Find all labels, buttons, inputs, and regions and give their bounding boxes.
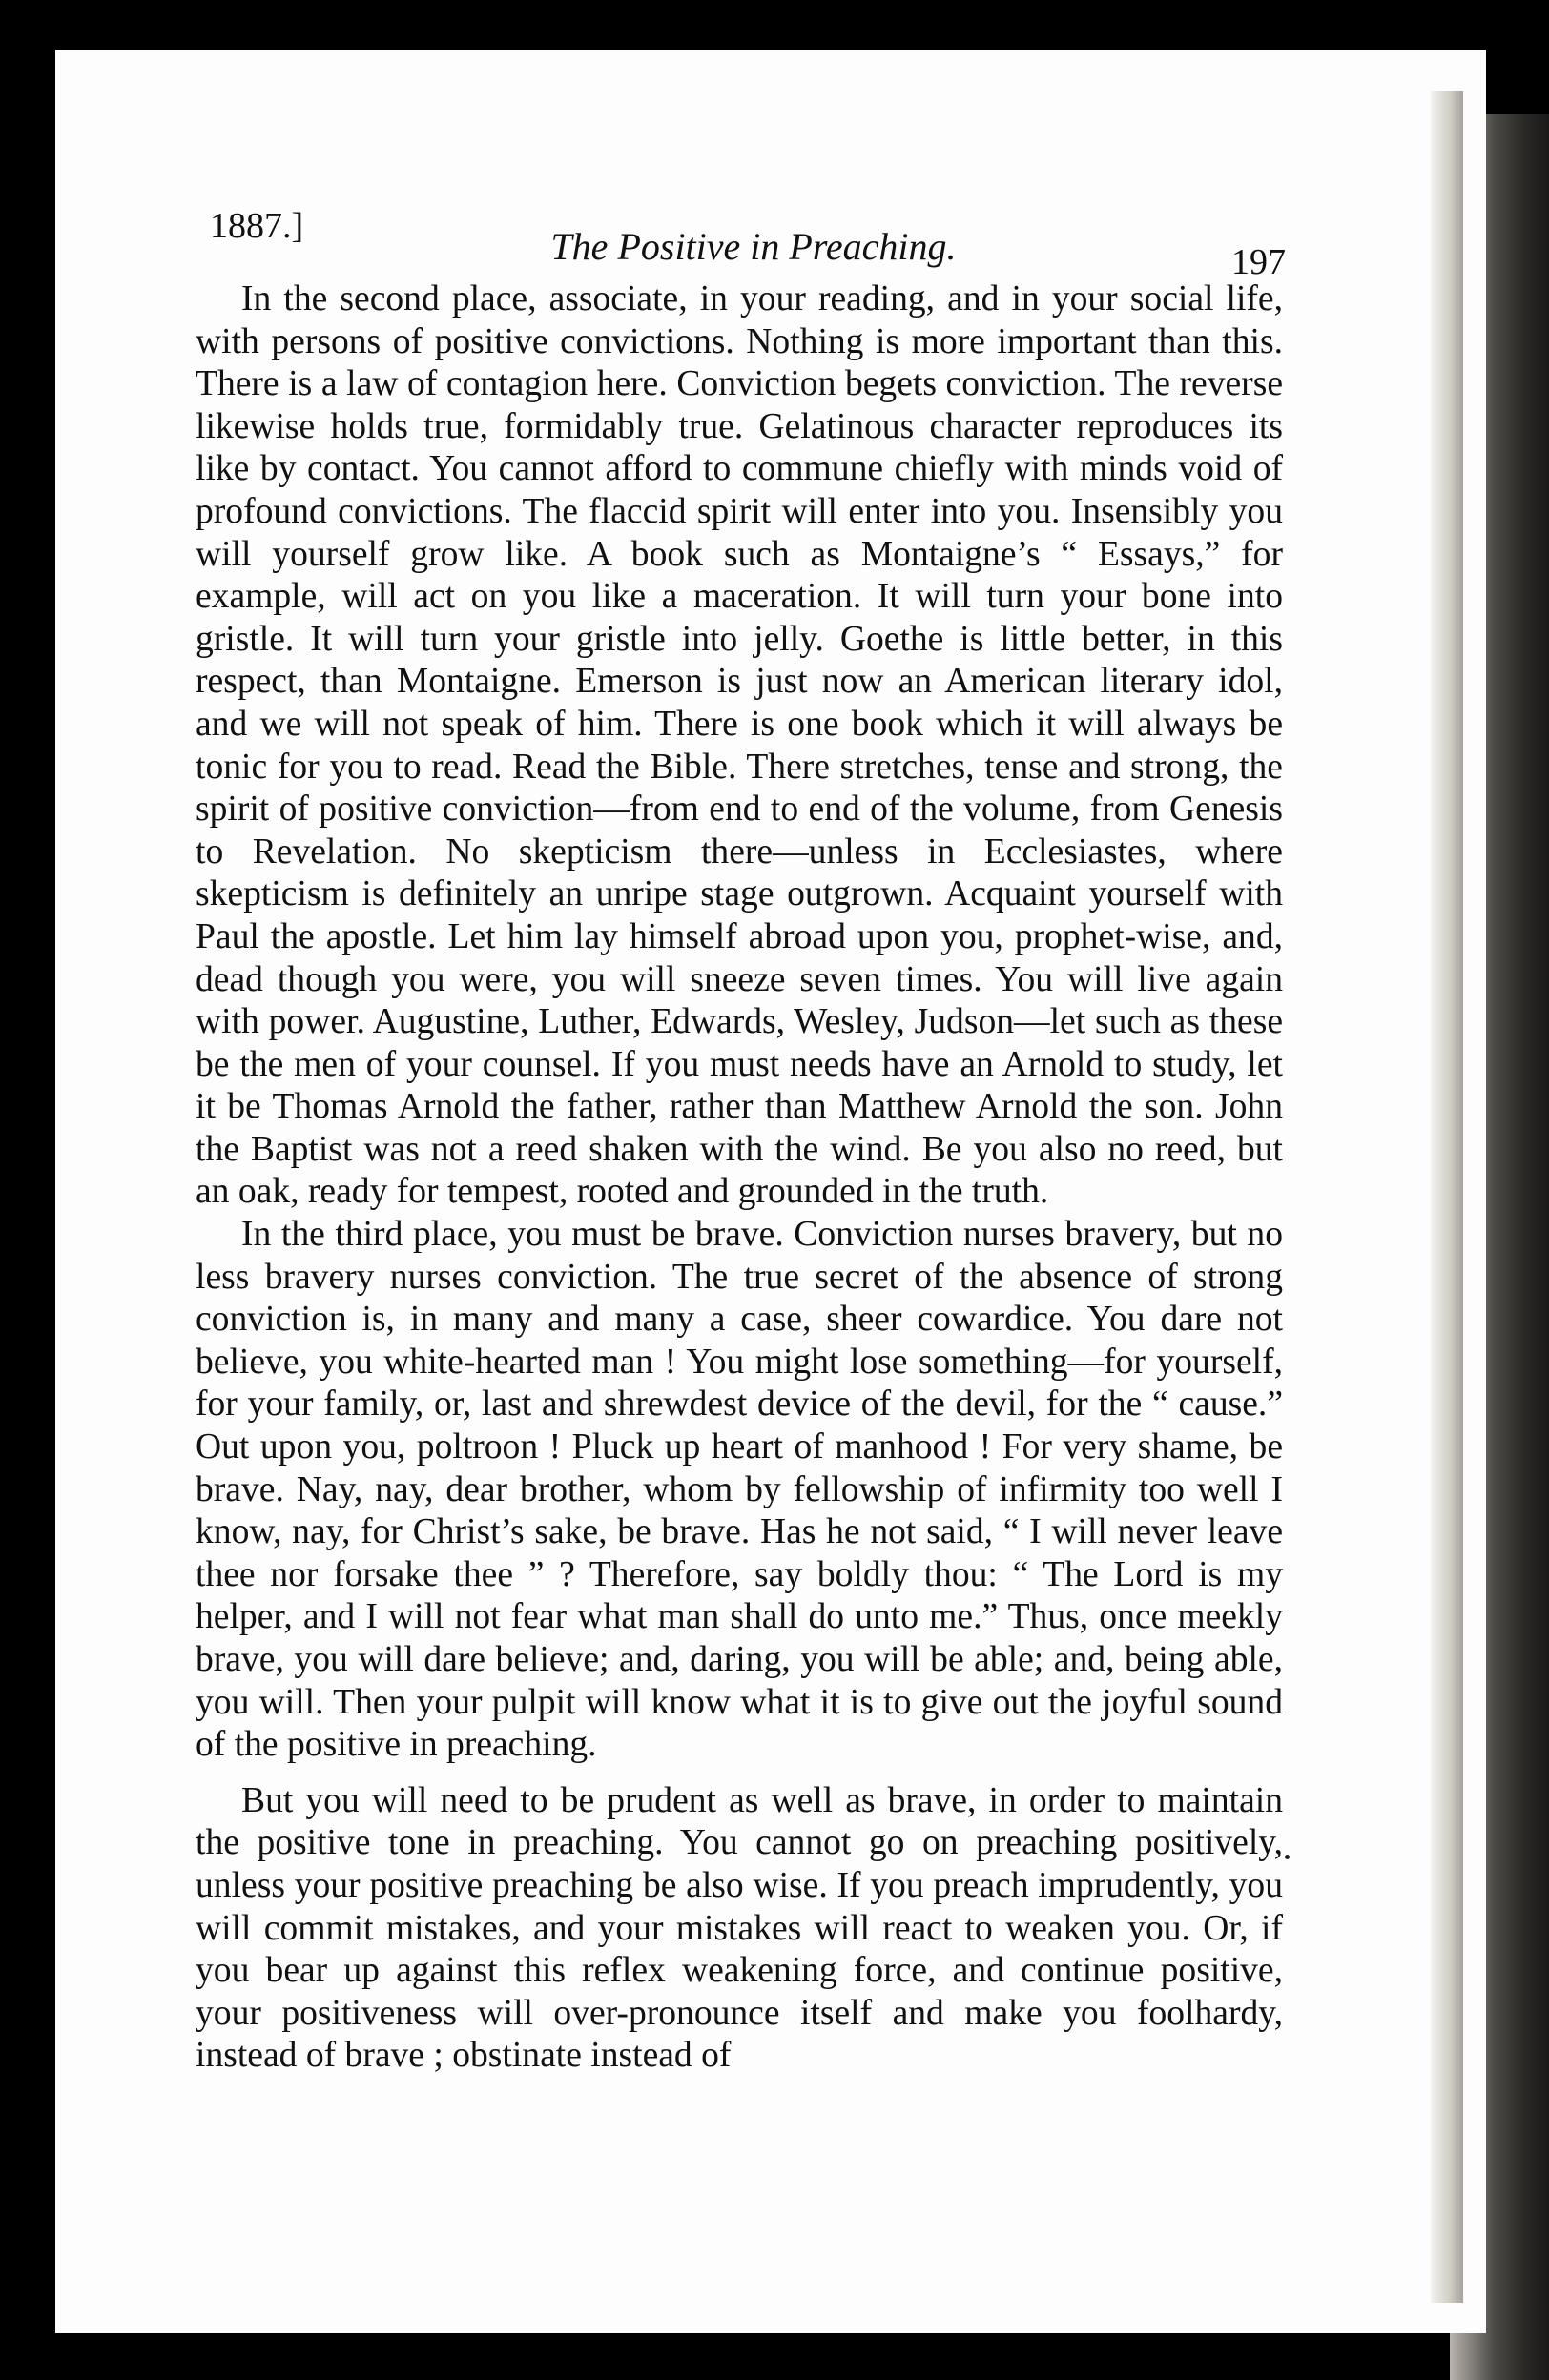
body-text bbox=[196, 278, 1283, 2078]
page-edge bbox=[1431, 91, 1463, 2303]
paragraph-associate: In the second place, associate, in your reading, and in your social life, with persons of positive convictions. Nothing is more important than this. There is a law of contagion here. Conviction begets conviction. The reverse likewise holds true, formidably true. Gelatinous character reproduces its like by contact. You cannot afford to commune chiefly with minds void of profound convictions. The flaccid spirit will enter into you. Insensibly you will yourself grow like. A book such as Montaigne’s “ Essays,” for example, will act on you like a maceration. It will turn your bone into gristle. It will turn your gristle into jelly. Goethe is little better, in this respect, than Montaigne. Emerson is just now an American literary idol, and we will not speak of him. There is one book which it will always be tonic for you to read. Read the Bible. There stretches, tense and strong, the spirit of positive conviction—from end to end of the volume, from Genesis to Revelation. No skepticism there—unless in Ecclesiastes, where skepticism is definitely an unripe stage outgrown. Acquaint yourself with Paul the apostle. Let him lay himself abroad upon you, prophet-wise, and, dead though you were, you will sneeze seven times. You will live again with power. Augustine, Luther, Edwards, Wesley, Judson—let such as these be the men of your counsel. If you must needs have an Arnold to study, let it be Thomas Arnold the father, rather than Matthew Arnold the son. John the Baptist was not a reed shaken with the wind. Be you also no reed, but an oak, ready for tempest, rooted and grounded in the truth. bbox=[196, 279, 1283, 1212]
header-title: The Positive in Preaching. bbox=[550, 225, 957, 268]
page-speck bbox=[1285, 1855, 1290, 1859]
running-header bbox=[210, 195, 1297, 282]
paragraph-brave: In the third place, you must be brave. Conviction nurses bravery, but no less bravery nurses conviction. The true secret of the absence of strong conviction is, in many and many a case, sheer cowardice. You dare not believe, you white-hearted man ! You might lose something—for yourself, for your family, or, last and shrewdest device of the devil, for the “ cause.” Out upon you, poltroon ! Pluck up heart of manhood ! For very shame, be brave. Nay, nay, dear brother, whom by fellowship of infirmity too well I know, nay, for Christ’s sake, be brave. Has he not said, “ I will never leave thee nor forsake thee ” ? Therefore, say boldly thou: “ The Lord is my helper, and I will not fear what man shall do unto me.” Thus, once meekly brave, you will dare believe; and, daring, you will be able; and, being able, you will. Then your pulpit will know what it is to give out the joyful sound of the positive in preaching. bbox=[196, 1215, 1283, 1765]
paragraph-prudent: But you will need to be prudent as well as brave, in order to maintain the positive tone in preaching. You cannot go on preaching positively, unless your positive preaching be also wise. If you preach imprudently, you will commit mistakes, and your mistakes will react to weaken you. Or, if you bear up against this reflex weakening force, and continue positive, your positiveness will over-pronounce itself and make you foolhardy, instead of brave ; obstinate instead of bbox=[196, 1780, 1283, 2076]
header-year: 1887.] bbox=[210, 206, 304, 246]
page-number: 197 bbox=[1231, 242, 1286, 282]
